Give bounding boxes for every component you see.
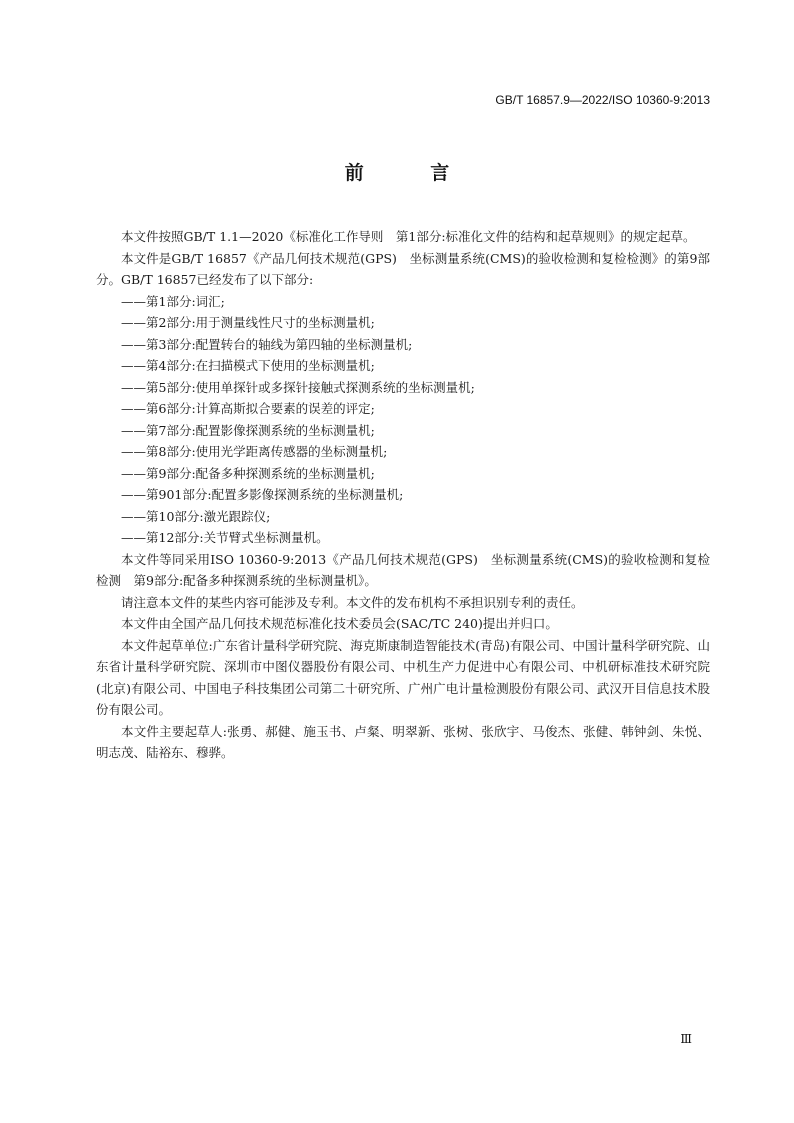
list-item: ——第7部分:配置影像探测系统的坐标测量机; [121,422,375,438]
list-item: ——第5部分:使用单探针或多探针接触式探测系统的坐标测量机; [121,379,475,395]
list-item: ——第9部分:配备多种探测系统的坐标测量机; [121,465,375,481]
paragraph-patent-notice: 请注意本文件的某些内容可能涉及专利。本文件的发布机构不承担识别专利的责任。 [121,594,584,610]
paragraph-part-intro: 本文件是GB/T 16857《产品几何技术规范(GPS) 坐标测量系统(CMS)的验收检测和复检检测》的第9部分。GB/T 16857已经发布了以下部分: [96,250,710,287]
list-item: ——第6部分:计算高斯拟合要素的误差的评定; [121,401,375,416]
paragraph-drafting-rules: 本文件按照GB/T 1.1—2020《标准化工作导则 第1部分:标准化文件的结构和起草规则》的规定起草。 [121,229,696,244]
foreword-body [96,226,710,764]
page-title: 前 言 [344,162,480,184]
list-item: ——第2部分:用于测量线性尺寸的坐标测量机; [121,315,375,330]
list-item: ——第4部分:在扫描模式下使用的坐标测量机; [121,358,375,373]
list-item: ——第1部分:词汇; [121,293,225,309]
list-item: ——第3部分:配置转台的轴线为第四轴的坐标测量机; [121,336,413,352]
standard-code: GB/T 16857.9—2022/ISO 10360-9:2013 [495,93,710,107]
paragraph-proposer: 本文件由全国产品几何技术规范标准化技术委员会(SAC/TC 240)提出并归口。 [121,616,558,631]
list-item: ——第901部分:配置多影像探测系统的坐标测量机; [121,487,404,502]
page-number: Ⅲ [680,1032,692,1046]
paragraph-drafting-units: 本文件起草单位:广东省计量科学研究院、海克斯康制造智能技术(青岛)有限公司、中国计量科学研究院、山东省计量科学研究院、深圳市中图仪器股份有限公司、中机生产力促进中心有限公司、中机研标准技术研究院(北京)有限公司、中国电子科技集团公司第二十研究所、广州广电计量检测股份有限公司、武汉开目信息技术股份有限公司。 [96,637,710,717]
paragraph-equivalence: 本文件等同采用ISO 10360-9:2013《产品几何技术规范(GPS) 坐标测量系统(CMS)的验收检测和复检检测 第9部分:配备多种探测系统的坐标测量机》。 [96,551,710,588]
list-item: ——第10部分:激光跟踪仪; [121,508,271,524]
paragraph-drafters: 本文件主要起草人:张勇、郝健、施玉书、卢粲、明翠新、张树、张欣宇、马俊杰、张健、韩钟剑、朱悦、明志茂、陆裕东、穆骅。 [96,723,710,760]
list-item: ——第12部分:关节臂式坐标测量机。 [121,530,329,545]
list-item: ——第8部分:使用光学距离传感器的坐标测量机; [121,444,388,459]
